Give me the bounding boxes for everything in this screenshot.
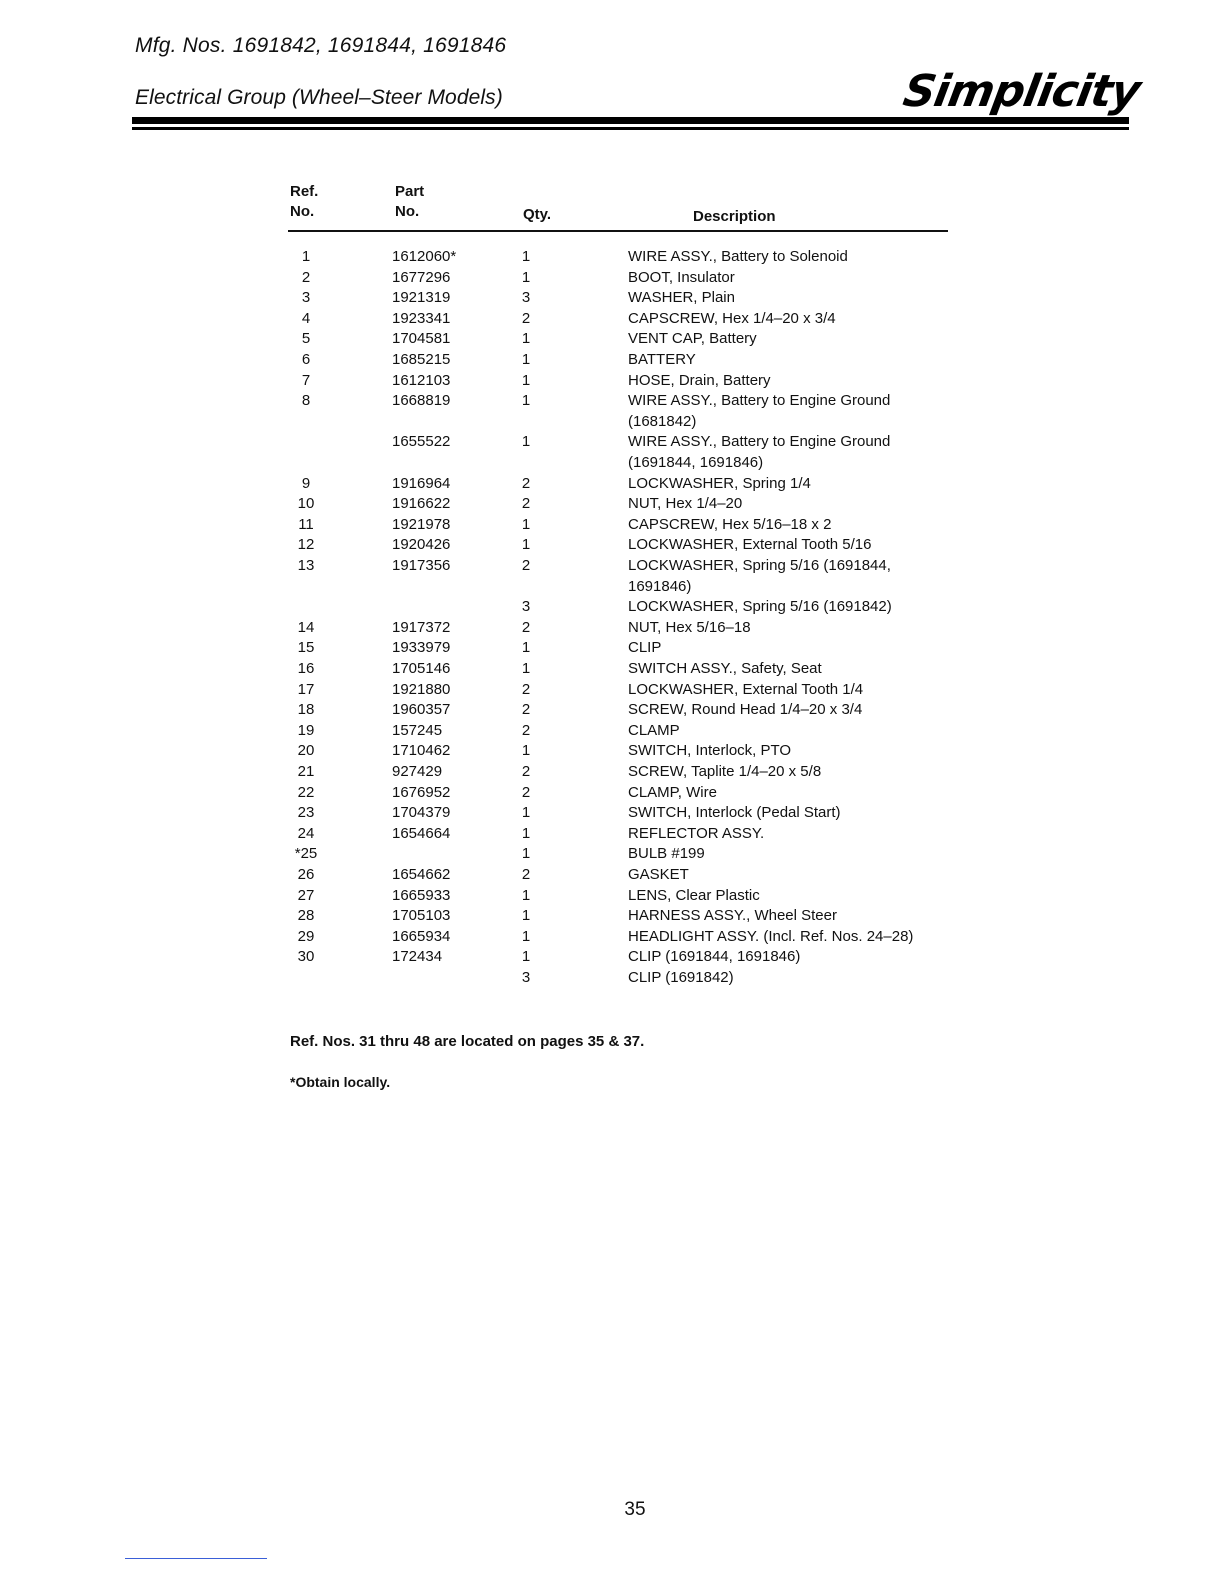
part-no-cell: 1677296 xyxy=(392,268,451,286)
description-cell: BULB #199 xyxy=(628,845,705,863)
ref-cell: 30 xyxy=(297,948,315,966)
qty-cell: 2 xyxy=(521,866,531,883)
part-no-cell: 1704379 xyxy=(392,804,451,822)
ref-cell: *25 xyxy=(294,845,318,863)
description-cell: SWITCH, Interlock, PTO xyxy=(628,742,792,760)
qty-cell: 1 xyxy=(521,742,531,760)
description-cell: REFLECTOR ASSY. xyxy=(628,824,765,842)
description-cell: SCREW, Taplite 1/4–20 x 5/8 xyxy=(628,763,822,780)
description-cell: HARNESS ASSY., Wheel Steer xyxy=(628,907,837,925)
qty-cell: 1 xyxy=(521,433,531,451)
description-cell: NUT, Hex 1/4–20 xyxy=(628,495,743,513)
part-no-cell: 1665934 xyxy=(392,927,451,945)
header-ref-line2: No. xyxy=(290,203,315,220)
ref-cell: 4 xyxy=(301,309,311,327)
qty-cell: 2 xyxy=(521,309,531,327)
ref-cell: 10 xyxy=(297,495,315,513)
qty-cell: 1 xyxy=(521,371,531,389)
mfg-numbers-header: Mfg. Nos. 1691842, 1691844, 1691846 xyxy=(135,34,507,57)
description-cell: GASKET xyxy=(628,866,689,883)
description-cell: CLIP xyxy=(628,639,662,657)
part-no-cell: 172434 xyxy=(392,948,443,966)
ref-cell: 3 xyxy=(301,289,311,307)
ref-cell: 16 xyxy=(297,660,315,677)
description-cell: CLIP (1691844, 1691846) xyxy=(628,948,801,966)
qty-cell: 1 xyxy=(521,351,531,368)
ref-cell: 29 xyxy=(297,927,315,945)
bottom-link-underline xyxy=(125,1558,267,1559)
qty-cell: 3 xyxy=(521,598,531,616)
header-part-no xyxy=(395,182,424,222)
ref-cell: 1 xyxy=(301,248,311,265)
description-cell: CLIP (1691842) xyxy=(628,969,734,986)
description-cell-continued: (1681842) xyxy=(628,412,697,430)
qty-cell: 3 xyxy=(521,289,531,307)
description-cell: CAPSCREW, Hex 1/4–20 x 3/4 xyxy=(628,309,836,327)
header-ref-no xyxy=(290,182,318,222)
header-rule-thin xyxy=(132,127,1129,130)
part-no-cell: 1654662 xyxy=(392,866,451,883)
description-cell: LOCKWASHER, External Tooth 1/4 xyxy=(628,680,864,698)
qty-cell: 1 xyxy=(521,515,531,533)
part-no-cell: 1921978 xyxy=(392,515,451,533)
description-cell: LOCKWASHER, External Tooth 5/16 xyxy=(628,536,872,554)
header-description: Description xyxy=(693,208,776,225)
header-part-line2: No. xyxy=(395,203,420,220)
part-no-cell: 1916622 xyxy=(392,495,451,513)
description-cell: VENT CAP, Battery xyxy=(628,330,757,348)
ref-cell: 12 xyxy=(297,536,315,554)
qty-cell: 1 xyxy=(521,948,531,966)
qty-cell: 2 xyxy=(521,680,531,698)
ref-cell: 20 xyxy=(297,742,315,760)
ref-cell: 8 xyxy=(301,392,311,410)
ref-cell: 24 xyxy=(297,824,315,842)
part-no-cell: 1612103 xyxy=(392,371,451,389)
part-no-cell: 1917356 xyxy=(392,557,451,574)
description-cell: SWITCH ASSY., Safety, Seat xyxy=(628,660,822,677)
qty-cell: 2 xyxy=(521,495,531,513)
description-cell: LENS, Clear Plastic xyxy=(628,886,760,904)
part-no-cell: 1655522 xyxy=(392,433,451,451)
description-cell: SCREW, Round Head 1/4–20 x 3/4 xyxy=(628,701,863,719)
part-no-cell: 1960357 xyxy=(392,701,451,719)
ref-cell: 22 xyxy=(297,783,315,801)
description-cell-continued: 1691846) xyxy=(628,577,692,595)
ref-cell: 23 xyxy=(297,804,315,822)
ref-cell: 28 xyxy=(297,907,315,925)
qty-cell: 1 xyxy=(521,248,531,265)
ref-cell: 11 xyxy=(298,515,314,533)
description-cell: CLAMP xyxy=(628,721,680,739)
ref-cell: 7 xyxy=(301,371,311,389)
qty-cell: 2 xyxy=(521,701,531,719)
description-cell: CAPSCREW, Hex 5/16–18 x 2 xyxy=(628,515,832,533)
footnote-obtain-locally: *Obtain locally. xyxy=(290,1074,391,1090)
qty-cell: 1 xyxy=(521,927,531,945)
qty-cell: 1 xyxy=(521,392,531,410)
part-no-cell: 157245 xyxy=(392,721,443,739)
part-no-cell: 1612060* xyxy=(392,248,457,265)
qty-cell: 1 xyxy=(521,804,531,822)
ref-cell: 9 xyxy=(301,474,311,492)
part-no-cell: 1705146 xyxy=(392,660,451,677)
description-cell: SWITCH, Interlock (Pedal Start) xyxy=(628,804,841,822)
ref-cell: 2 xyxy=(301,268,311,286)
description-cell: WIRE ASSY., Battery to Engine Ground xyxy=(628,433,891,451)
description-cell: NUT, Hex 5/16–18 xyxy=(628,618,751,636)
header-rule-thick xyxy=(132,117,1129,124)
qty-cell: 2 xyxy=(521,783,531,801)
description-cell: WASHER, Plain xyxy=(628,289,735,307)
description-cell: LOCKWASHER, Spring 5/16 (1691844, xyxy=(628,557,891,574)
part-no-cell: 1705103 xyxy=(392,907,451,925)
header-part-line1: Part xyxy=(395,183,425,200)
header-qty: Qty. xyxy=(523,206,552,223)
part-no-cell: 1668819 xyxy=(392,392,451,410)
part-no-cell: 927429 xyxy=(392,763,443,780)
brand-logo: Simplicity xyxy=(899,66,1144,117)
qty-cell: 1 xyxy=(521,268,531,286)
qty-cell: 1 xyxy=(521,639,531,657)
qty-cell: 2 xyxy=(521,474,531,492)
page-number: 35 xyxy=(624,1499,646,1520)
qty-cell: 3 xyxy=(521,969,531,986)
qty-cell: 1 xyxy=(521,660,531,677)
qty-cell: 1 xyxy=(521,330,531,348)
part-no-cell: 1921319 xyxy=(392,289,451,307)
part-no-cell: 1710462 xyxy=(392,742,451,760)
part-no-cell: 1704581 xyxy=(392,330,451,348)
part-no-cell: 1916964 xyxy=(392,474,451,492)
qty-cell: 1 xyxy=(521,824,531,842)
description-cell-continued: (1691844, 1691846) xyxy=(628,453,764,471)
description-cell: BATTERY xyxy=(628,351,696,368)
qty-cell: 2 xyxy=(521,721,531,739)
description-cell: LOCKWASHER, Spring 1/4 xyxy=(628,474,811,492)
description-cell: LOCKWASHER, Spring 5/16 (1691842) xyxy=(628,598,892,616)
qty-cell: 1 xyxy=(521,886,531,904)
ref-cell: 15 xyxy=(297,639,315,657)
ref-cell: 21 xyxy=(297,763,315,780)
qty-cell: 1 xyxy=(521,536,531,554)
qty-cell: 1 xyxy=(521,845,531,863)
ref-cell: 13 xyxy=(297,557,315,574)
part-no-cell: 1921880 xyxy=(392,680,451,698)
description-cell: HEADLIGHT ASSY. (Incl. Ref. Nos. 24–28) xyxy=(628,927,914,945)
ref-cell: 17 xyxy=(297,680,315,698)
ref-cell: 18 xyxy=(297,701,315,719)
description-cell: BOOT, Insulator xyxy=(628,268,735,286)
part-no-cell: 1933979 xyxy=(392,639,451,657)
header-ref-line1: Ref. xyxy=(290,183,319,200)
part-no-cell: 1685215 xyxy=(392,351,451,368)
group-title: Electrical Group (Wheel–Steer Models) xyxy=(135,86,503,109)
header-rule xyxy=(288,230,948,232)
qty-cell: 2 xyxy=(521,557,531,574)
part-no-cell: 1665933 xyxy=(392,886,451,904)
part-no-cell: 1676952 xyxy=(392,783,451,801)
part-no-cell: 1920426 xyxy=(392,536,451,554)
footnote-ref-nos: Ref. Nos. 31 thru 48 are located on pages 35 & 37. xyxy=(290,1033,645,1050)
qty-cell: 1 xyxy=(521,907,531,925)
ref-cell: 5 xyxy=(301,330,311,348)
description-cell: WIRE ASSY., Battery to Engine Ground xyxy=(628,392,891,410)
ref-cell: 26 xyxy=(297,866,315,883)
ref-cell: 6 xyxy=(301,351,311,368)
description-cell: CLAMP, Wire xyxy=(628,783,717,801)
description-cell: HOSE, Drain, Battery xyxy=(628,371,771,389)
ref-cell: 14 xyxy=(297,618,315,636)
description-cell: WIRE ASSY., Battery to Solenoid xyxy=(628,248,848,265)
qty-cell: 2 xyxy=(521,618,531,636)
part-no-cell: 1917372 xyxy=(392,618,451,636)
ref-cell: 19 xyxy=(297,721,315,739)
part-no-cell: 1654664 xyxy=(392,824,451,842)
ref-cell: 27 xyxy=(297,886,315,904)
qty-cell: 2 xyxy=(521,763,531,780)
part-no-cell: 1923341 xyxy=(392,309,451,327)
